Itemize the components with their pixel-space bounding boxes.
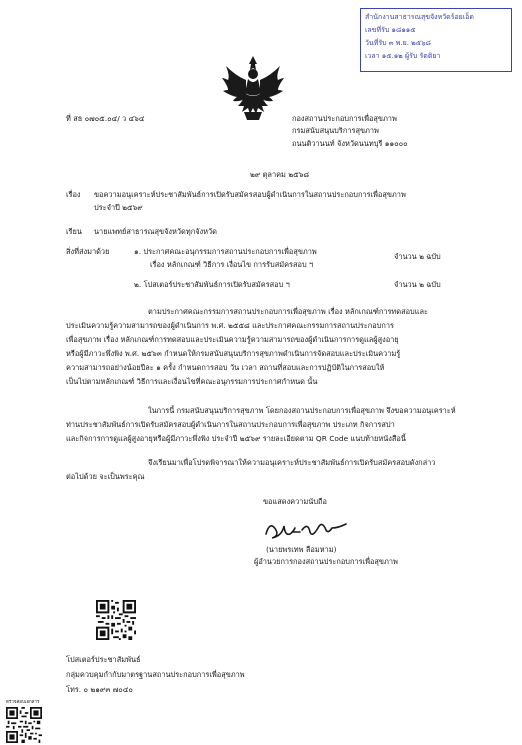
garuda-emblem-icon bbox=[222, 54, 284, 122]
enclosures-label: สิ่งที่ส่งมาด้วย bbox=[66, 247, 110, 256]
poster-qr-code-icon[interactable] bbox=[96, 600, 136, 640]
stamp-line-time: เวลา ๑๕.๑๒ ผู้รับ รัตติยา bbox=[365, 52, 441, 60]
body-paragraph-3 bbox=[66, 456, 466, 484]
footer-phone: โทร. ๐ ๒๑๙๓ ๗๐๔๐ bbox=[66, 685, 133, 694]
body-p3-line: ต่อไปด้วย จะเป็นพระคุณ bbox=[66, 472, 145, 481]
subject-label: เรื่อง bbox=[66, 190, 81, 199]
verify-qr-code-icon[interactable] bbox=[6, 707, 42, 743]
signature-icon bbox=[262, 516, 362, 542]
stamp-line-date: วันที่รับ ๓ พ.ย. ๒๕๖๘ bbox=[365, 39, 431, 47]
body-p2-line: ท่านประชาสัมพันธ์การเปิดรับสมัครสอบผู้ดำเนินการในสถานประกอบการเพื่อสุขภาพ ประเภท กิจการสปา bbox=[66, 420, 395, 429]
org-address: ถนนติวานนท์ จังหวัดนนทบุรี ๑๑๐๐๐ bbox=[292, 139, 408, 148]
enclosure-item-1-detail: เรื่อง หลักเกณฑ์ วิธีการ เงื่อนไข การรับสมัครสอบ ฯ bbox=[150, 260, 314, 269]
document-number: ที่ สธ ๐๗๐๕.๐๔/ ว ๔๖๔ bbox=[66, 114, 145, 123]
body-paragraph-1 bbox=[66, 305, 466, 389]
enclosure-item-1: ๑. ประกาศคณะอนุกรรมการสถานประกอบการเพื่อสุขภาพ bbox=[134, 247, 317, 256]
qr-caption: โปสเตอร์ประชาสัมพันธ์ bbox=[66, 655, 141, 664]
stamp-line-number: เลขที่รับ ๑๘๑๑๕ bbox=[365, 26, 416, 34]
signer-name: (นายพรเทพ ลือมหาม) bbox=[266, 545, 337, 554]
verify-label: ตรวจสอบเอกสาร bbox=[6, 700, 40, 705]
body-p1-line: เพื่อสุขภาพ เรื่อง หลักเกณฑ์การทดสอบและประเมินความรู้ความสามารถของผู้ดำเนินการการดูแลผู้สูงอายุ bbox=[66, 335, 399, 344]
org-department: กรมสนับสนุนบริการสุขภาพ bbox=[292, 126, 379, 135]
receipt-stamp bbox=[360, 8, 512, 72]
subject-line-2: ประจำปี ๒๕๖๙ bbox=[94, 203, 143, 212]
recipient-label: เรียน bbox=[66, 227, 82, 236]
body-p1-line: ตามประกาศคณะกรรมการสถานประกอบการเพื่อสุขภาพ เรื่อง หลักเกณฑ์การทดสอบและ bbox=[148, 307, 429, 316]
document-date: ๒๙ ตุลาคม ๒๕๖๘ bbox=[250, 170, 310, 179]
body-p1-line: เป็นไปตามหลักเกณฑ์ วิธีการและเงื่อนไขที่คณะอนุกรรมการประกาศกำหนด นั้น bbox=[66, 377, 318, 386]
body-p1-line: หรือผู้มีภาวะพึ่งพิง พ.ศ. ๒๕๖๓ กำหนดให้กรมสนับสนุนบริการสุขภาพดำเนินการจัดสอบและประเมินความรู้ bbox=[66, 349, 401, 358]
closing-salutation: ขอแสดงความนับถือ bbox=[263, 497, 327, 506]
stamp-line-office: สำนักงานสาธารณสุขจังหวัดร้อยเอ็ด bbox=[365, 13, 474, 21]
body-p3-line: จึงเรียนมาเพื่อโปรดพิจารณาให้ความอนุเคราะห์ประชาสัมพันธ์การเปิดรับสมัครสอบดังกล่าว bbox=[148, 458, 436, 467]
subject-line-1: ขอความอนุเคราะห์ประชาสัมพันธ์การเปิดรับสมัครสอบผู้ดำเนินการในสถานประกอบการเพื่อสุขภาพ bbox=[94, 190, 406, 199]
body-paragraph-2 bbox=[66, 404, 466, 446]
org-name: กองสถานประกอบการเพื่อสุขภาพ bbox=[292, 114, 397, 123]
body-p1-line: ประเมินความรู้ความสามารถของผู้ดำเนินการ พ.ศ. ๒๕๕๘ และประกาศคณะกรรมการสถานประกอบการ bbox=[66, 321, 394, 330]
body-p2-line: และกิจการการดูแลผู้สูงอายุหรือผู้มีภาวะพึ่งพิง ประจำปี ๒๕๖๙ รายละเอียดตาม QR Code แนบท้ายหนังสือนี้ bbox=[66, 434, 406, 443]
enclosure-item-2: ๒. โปสเตอร์ประชาสัมพันธ์การเปิดรับสมัครสอบ ฯ bbox=[134, 280, 290, 289]
body-p1-line: ความสามารถอย่างน้อยปีละ ๑ ครั้ง กำหนดการสอบ วัน เวลา สถานที่สอบและการปฏิบัติในการสอบให้ bbox=[66, 363, 385, 372]
enclosure-item-2-qty: จำนวน ๒ ฉบับ bbox=[394, 280, 441, 289]
footer-department: กลุ่มควบคุมกำกับมาตรฐานสถานประกอบการเพื่อสุขภาพ bbox=[66, 670, 245, 679]
signer-title: ผู้อำนวยการกองสถานประกอบการเพื่อสุขภาพ bbox=[254, 557, 398, 566]
recipient-text: นายแพทย์สาธารณสุขจังหวัดทุกจังหวัด bbox=[94, 227, 217, 236]
enclosure-item-1-qty: จำนวน ๒ ฉบับ bbox=[394, 252, 441, 261]
body-p2-line: ในการนี้ กรมสนับสนุนบริการสุขภาพ โดยกองสถานประกอบการเพื่อสุขภาพ จึงขอความอนุเคราะห์ bbox=[148, 406, 456, 415]
